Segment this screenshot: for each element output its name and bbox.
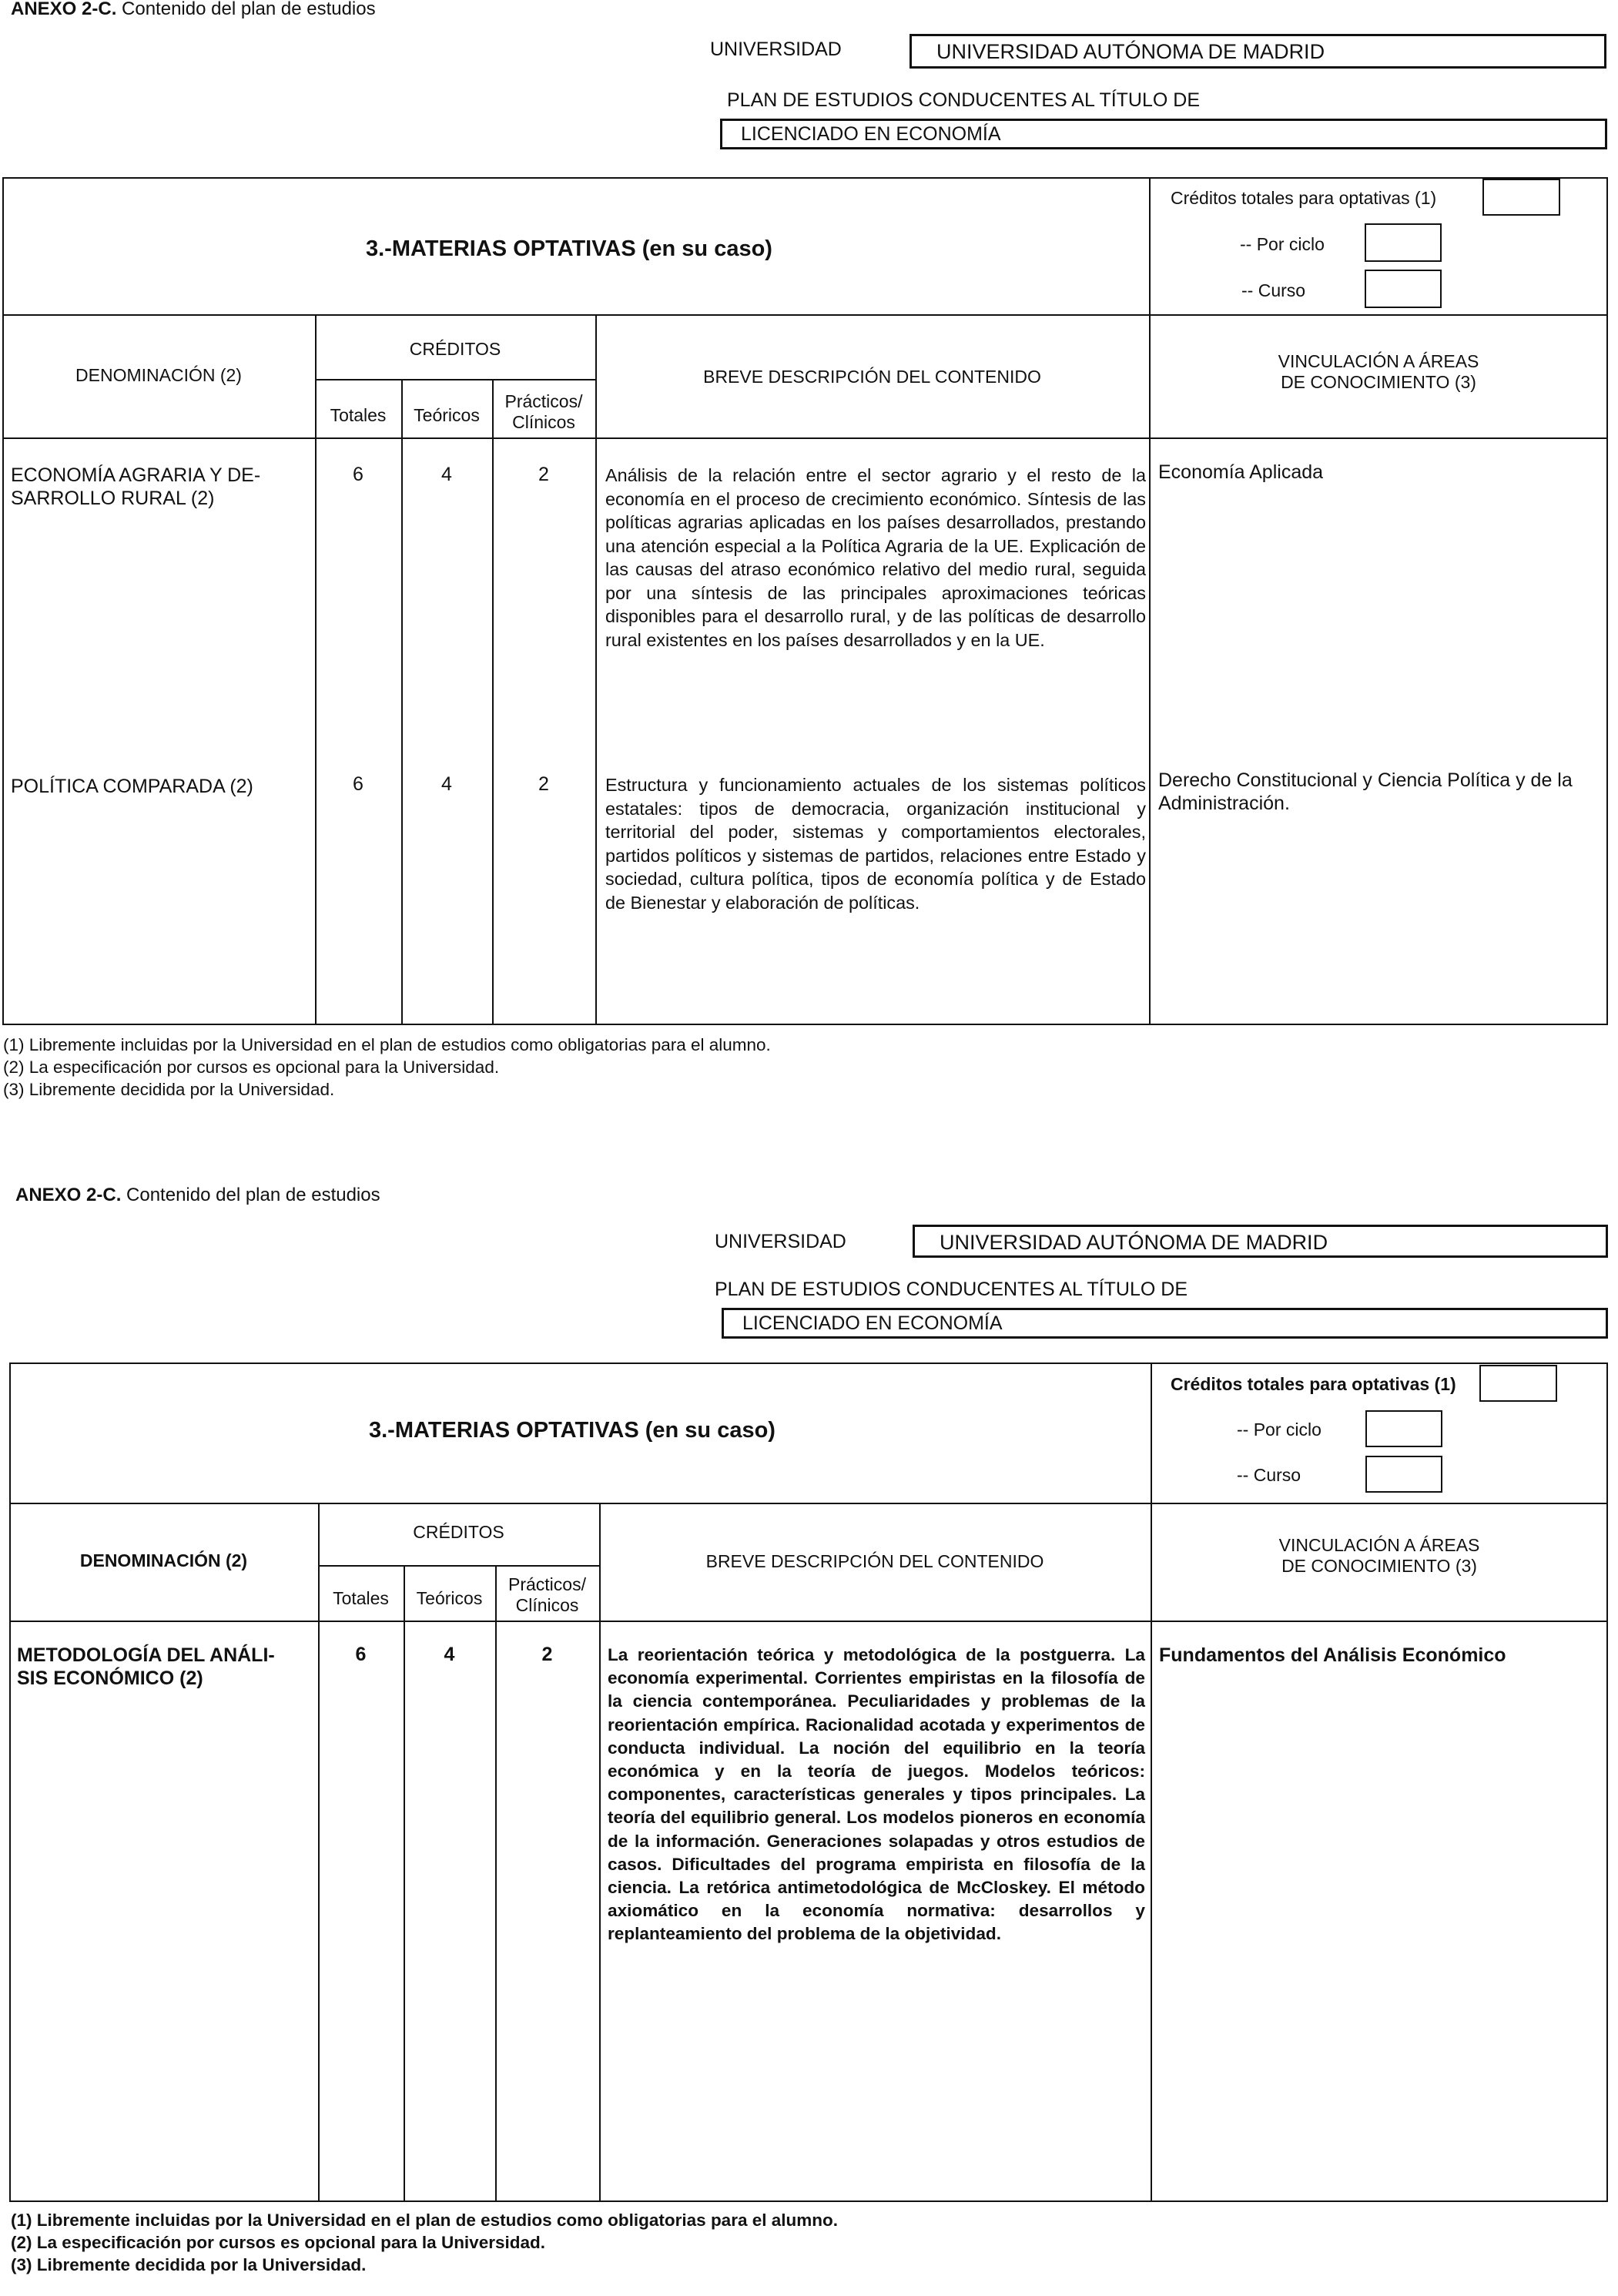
row-area: Fundamentos del Análisis Económico [1159, 1644, 1506, 1666]
row-description: La reorientación teórica y metodológica de la postguerra. La economía experimental. Corrientes empiristas en la filosofía de la ciencia contemporánea. Peculiaridades y problemas de la reorientación empírica. Racionalidad acotada y experimentos de conducta individual. La noción del equilibrio en la teoría económica y en la teoría de juegos. Modelos teóricos: componentes, características generales y tipos principales. La teoría del equilibrio general. Los modelos pioneros en economía de la información. Generaciones solapadas y otros estudios de casos. Dificultades del programa empirista en filosofía de la ciencia. La retórica antimetodológica de McCloskey. El método axiomático en la economía normativa: desarrollos y replanteamiento del problema de la objetividad. [608, 1645, 1145, 1944]
anexo-label: ANEXO 2-C. [11, 0, 117, 19]
table-divider [1151, 1503, 1152, 2202]
table-divider [318, 1565, 599, 1567]
col-practicos [495, 1574, 599, 1616]
table-row-name [17, 1644, 316, 1690]
universidad-field: UNIVERSIDAD AUTÓNOMA DE MADRID [909, 34, 1606, 69]
row-teoricos: 4 [441, 464, 452, 485]
titulo-field: LICENCIADO EN ECONOMÍA [722, 1308, 1608, 1339]
row-practicos: 2 [538, 464, 549, 485]
curso-box [1365, 270, 1442, 308]
row-area: Economía Aplicada [1158, 461, 1324, 483]
universidad-label: UNIVERSIDAD [710, 39, 842, 60]
footnote: (3) Libremente decidida por la Universidad. [3, 1080, 335, 1099]
col-vinculacion-line2: DE CONOCIMIENTO (3) [1281, 372, 1476, 392]
col-totales: Totales [330, 405, 387, 425]
row-name-line2: SIS ECONÓMICO (2) [17, 1668, 203, 1689]
creditos-totales-box [1482, 179, 1560, 216]
curso-label: -- Curso [1241, 280, 1306, 300]
anexo-title: Contenido del plan de estudios [126, 1185, 380, 1205]
row-name-line1: METODOLOGÍA DEL ANÁLI- [17, 1644, 275, 1666]
creditos-totales-label: Créditos totales para optativas (1) [1171, 188, 1437, 208]
section-title: 3.-MATERIAS OPTATIVAS (en su caso) [369, 1418, 776, 1443]
col-teoricos: Teóricos [414, 405, 480, 425]
footnotes [3, 1034, 771, 1101]
row-name-line2: SARROLLO RURAL (2) [11, 488, 215, 509]
col-practicos [492, 391, 595, 433]
anexo-heading [15, 1185, 380, 1206]
col-denominacion: DENOMINACIÓN (2) [79, 1550, 248, 1570]
col-descripcion: BREVE DESCRIPCIÓN DEL CONTENIDO [703, 367, 1041, 387]
row-teoricos: 4 [441, 773, 452, 795]
row-totales: 6 [353, 773, 363, 795]
table-divider [2, 314, 1608, 316]
col-vinculacion-line2: DE CONOCIMIENTO (3) [1281, 1556, 1477, 1576]
creditos-totales-box [1479, 1365, 1557, 1402]
curso-label: -- Curso [1237, 1465, 1301, 1485]
col-practicos-line1: Prácticos/ [508, 1574, 586, 1594]
table-divider [2, 437, 1608, 439]
row-practicos: 2 [538, 773, 549, 795]
col-teoricos: Teóricos [416, 1588, 483, 1608]
table-row-name [11, 775, 311, 798]
por-ciclo-label: -- Por ciclo [1237, 1419, 1322, 1440]
col-practicos-line1: Prácticos/ [504, 391, 583, 411]
plan-label: PLAN DE ESTUDIOS CONDUCENTES AL TÍTULO DE [715, 1279, 1188, 1300]
col-practicos-line2: Clínicos [515, 1595, 579, 1615]
footnote: (2) La especificación por cursos es opcional para la Universidad. [3, 1058, 500, 1077]
anexo-title: Contenido del plan de estudios [122, 0, 376, 19]
table-divider [1149, 314, 1151, 1025]
col-practicos-line2: Clínicos [512, 412, 575, 432]
table-divider [599, 1503, 601, 2202]
universidad-field: UNIVERSIDAD AUTÓNOMA DE MADRID [913, 1225, 1608, 1258]
table-row-name [11, 464, 311, 510]
creditos-totales-label: Créditos totales para optativas (1) [1171, 1374, 1456, 1394]
col-denominacion: DENOMINACIÓN (2) [75, 365, 242, 385]
footnote: (3) Libremente decidida por la Universidad. [11, 2255, 367, 2274]
row-description: Estructura y funcionamiento actuales de los sistemas políticos estatales: tipos de democracia, organización institucional y territorial del poder, sistemas y comportamientos electorales, partidos políticos y sistemas de partidos, relaciones entre Estado y sociedad, cultura política, tipos de economía política y de Estado de Bienestar y elaboración de políticas. [605, 775, 1146, 913]
por-ciclo-box [1365, 1410, 1442, 1447]
curso-box [1365, 1456, 1442, 1493]
footnotes [11, 2209, 838, 2276]
col-vinculacion [1151, 1535, 1608, 1577]
por-ciclo-box [1365, 223, 1442, 262]
row-teoricos: 4 [444, 1644, 455, 1665]
row-practicos: 2 [541, 1644, 553, 1665]
col-creditos: CRÉDITOS [409, 339, 501, 359]
row-description: Análisis de la relación entre el sector agrario y el resto de la economía en el proceso de crecimiento económico. Síntesis de las políticas agrarias aplicadas en los países desarrollados, prestando una atención especial a la Política Agraria de la UE. Explicación de las causas del atraso económico relativo del medio rural, seguida por una síntesis de las principales aproximaciones teóricas disponibles para el desarrollo rural, y de las políticas de desarrollo rural existentes en los países desarrollados y en la UE. [605, 465, 1146, 650]
plan-label: PLAN DE ESTUDIOS CONDUCENTES AL TÍTULO DE [727, 89, 1201, 111]
por-ciclo-label: -- Por ciclo [1240, 234, 1325, 254]
col-vinculacion-line1: VINCULACIÓN A ÁREAS [1278, 351, 1479, 371]
table-divider [315, 379, 595, 380]
footnote: (2) La especificación por cursos es opcional para la Universidad. [11, 2233, 545, 2252]
row-area: Derecho Constitucional y Ciencia Política y de la Administración. [1158, 769, 1573, 814]
table-divider [9, 1621, 1608, 1622]
row-totales: 6 [353, 464, 363, 485]
row-name-line1: ECONOMÍA AGRARIA Y DE- [11, 464, 261, 486]
col-vinculacion-line1: VINCULACIÓN A ÁREAS [1278, 1535, 1480, 1555]
section-title: 3.-MATERIAS OPTATIVAS (en su caso) [366, 236, 772, 261]
row-totales: 6 [355, 1644, 367, 1665]
footnote: (1) Libremente incluidas por la Universidad en el plan de estudios como obligatorias para el alumno. [3, 1035, 771, 1054]
table-divider [1149, 177, 1151, 314]
col-descripcion: BREVE DESCRIPCIÓN DEL CONTENIDO [705, 1551, 1044, 1571]
col-vinculacion [1149, 351, 1608, 393]
table-divider [595, 314, 597, 1025]
titulo-field: LICENCIADO EN ECONOMÍA [720, 119, 1607, 149]
table-divider [1151, 1363, 1152, 1503]
anexo-label: ANEXO 2-C. [15, 1185, 122, 1205]
col-creditos: CRÉDITOS [413, 1522, 504, 1542]
table-divider [9, 1503, 1608, 1504]
footnote: (1) Libremente incluidas por la Universidad en el plan de estudios como obligatorias para el alumno. [11, 2211, 838, 2230]
anexo-heading [11, 0, 376, 20]
col-totales: Totales [333, 1588, 389, 1608]
universidad-label: UNIVERSIDAD [715, 1231, 846, 1252]
row-name-line1: POLÍTICA COMPARADA (2) [11, 776, 253, 797]
